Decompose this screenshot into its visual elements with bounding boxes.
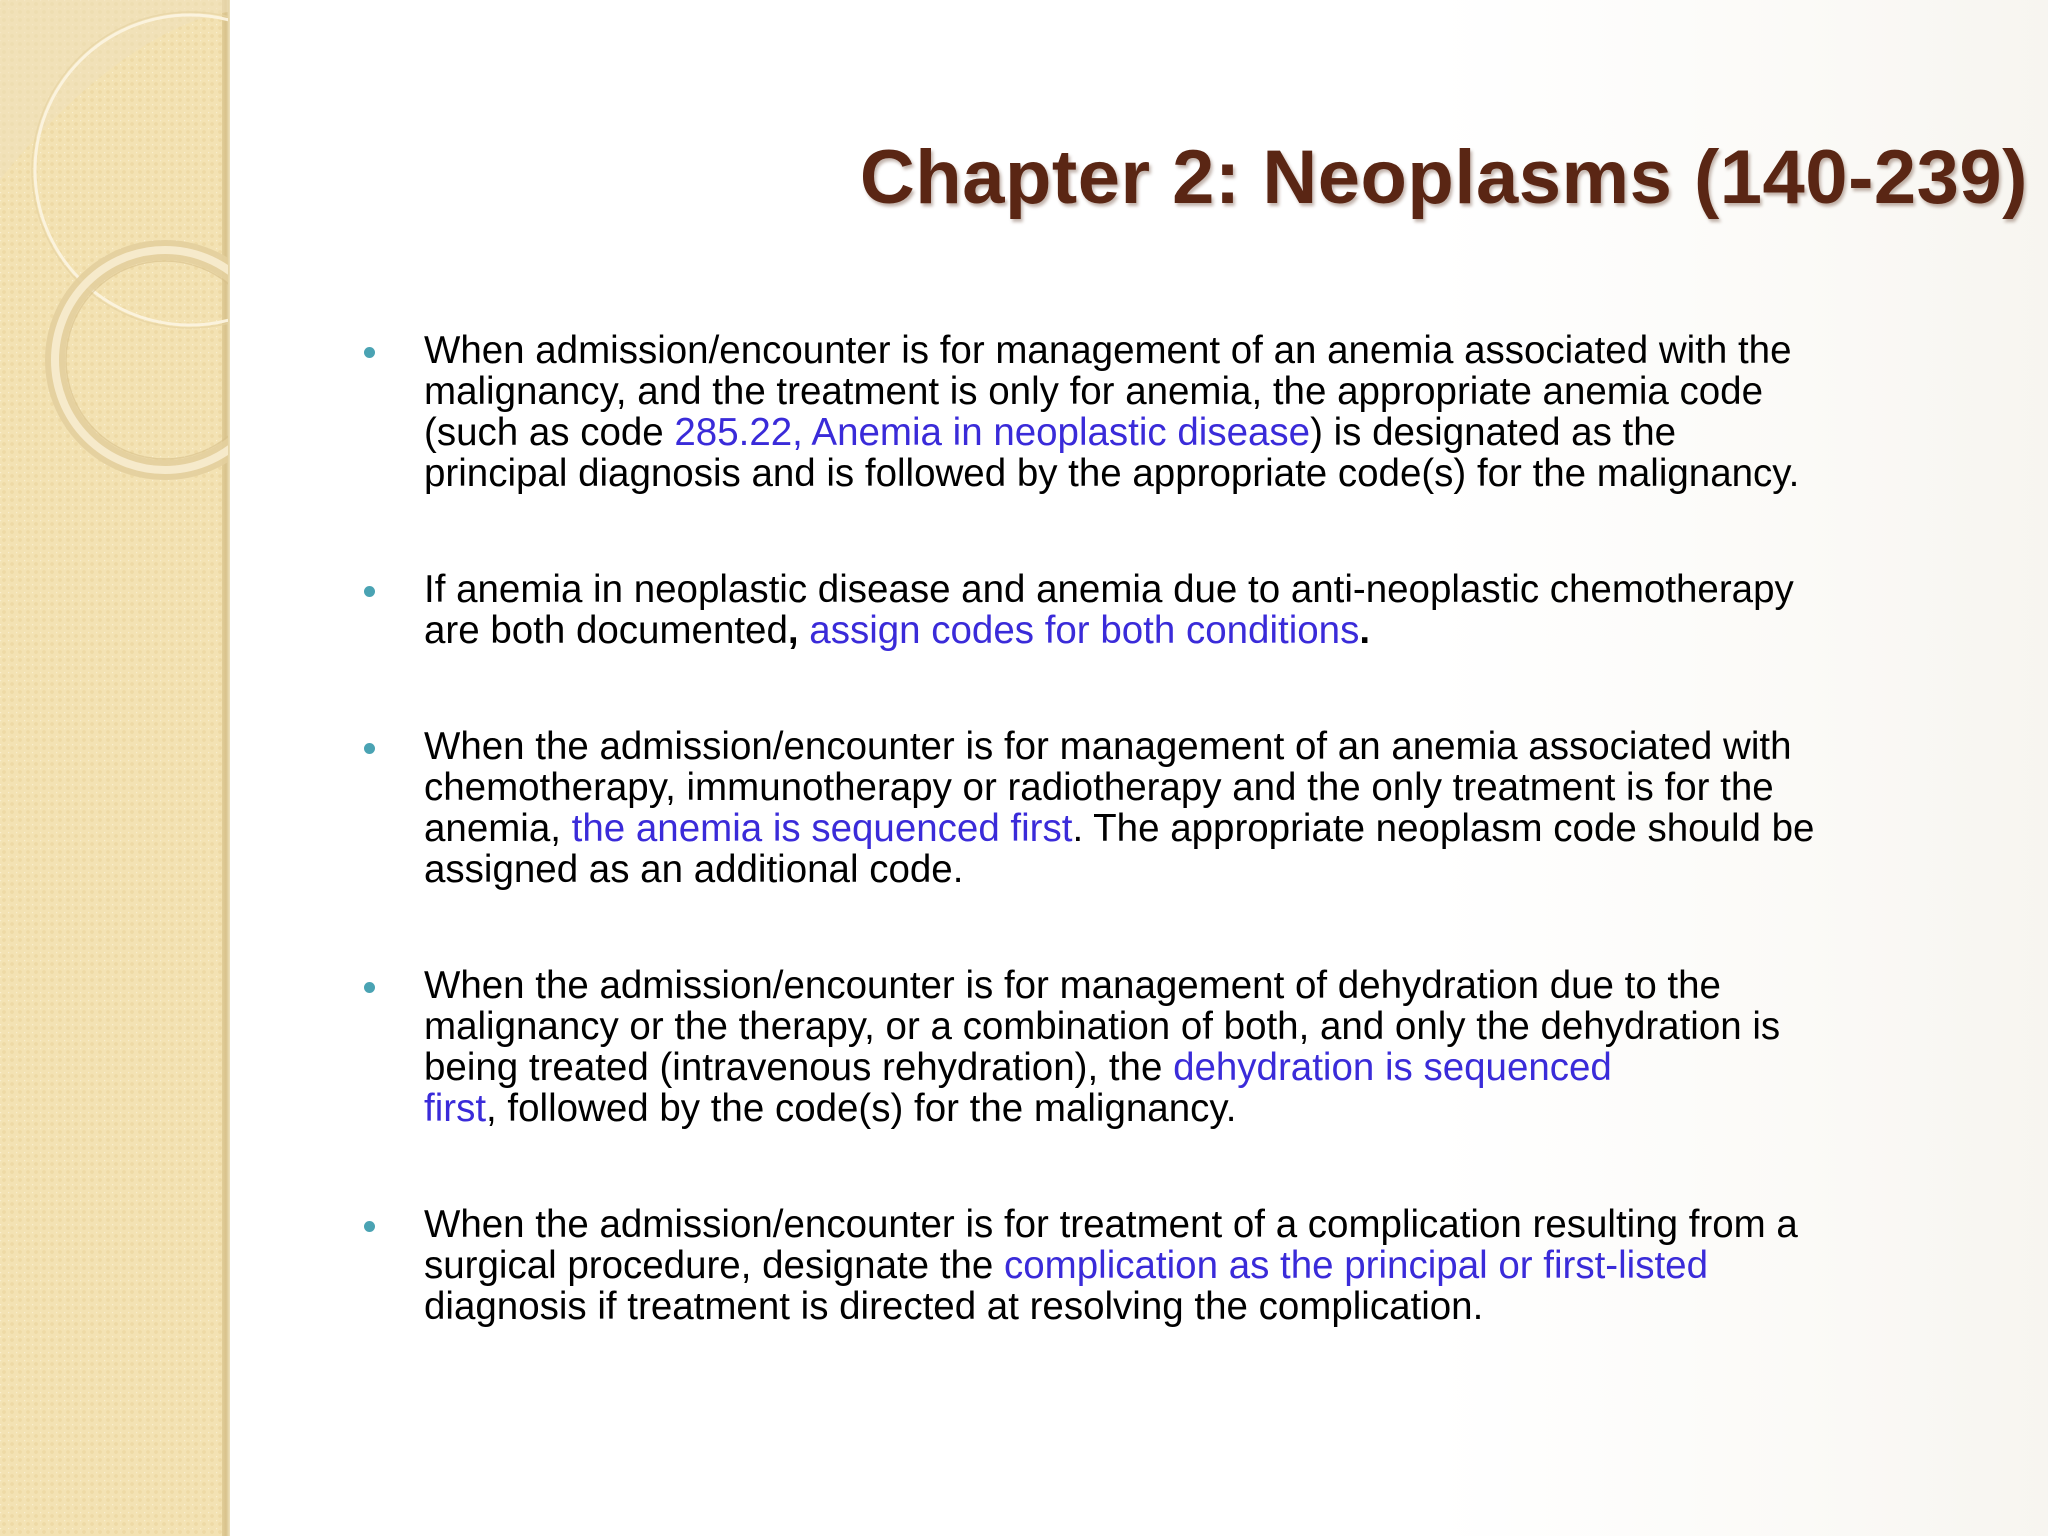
text-line: . The appropriate neoplasm code should be: [1072, 807, 1815, 850]
bullet-text: [424, 330, 1984, 494]
text-line: being treated (intravenous rehydration), the: [424, 1046, 1174, 1089]
bullet-dot-icon: [364, 586, 375, 597]
highlighted-text: first: [424, 1087, 487, 1130]
bullet-text: [424, 726, 1984, 890]
decorative-rings: [0, 0, 228, 520]
highlighted-text: complication as the principal or first-listed: [1004, 1244, 1708, 1287]
text-line: malignancy, and the treatment is only for anemia, the appropriate anemia code: [424, 370, 1764, 413]
bullet-text: [424, 569, 1984, 651]
text-line: If anemia in neoplastic disease and anemia due to anti-neoplastic chemotherapy: [424, 568, 1794, 611]
highlighted-text: the anemia is sequenced first: [571, 807, 1073, 850]
text-line: are both documented: [424, 609, 788, 652]
text-line: When the admission/encounter is for treatment of a complication resulting from a: [424, 1203, 1798, 1246]
bullet-item: [424, 726, 1984, 890]
text-line: When the admission/encounter is for management of an anemia associated with: [424, 725, 1792, 768]
text-line: assigned as an additional code.: [424, 848, 964, 891]
text-line: malignancy or the therapy, or a combination of both, and only the dehydration is: [424, 1005, 1781, 1048]
text-line: (such as code: [424, 411, 675, 454]
bold-comma: ,: [787, 609, 799, 652]
text-line: chemotherapy, immunotherapy or radiotherapy and the only treatment is for the: [424, 766, 1774, 809]
bullet-item: [424, 330, 1984, 494]
bullet-dot-icon: [364, 982, 375, 993]
bullet-item: [424, 569, 1984, 651]
text-line: , followed by the code(s) for the malignancy.: [486, 1087, 1237, 1130]
text-line: diagnosis if treatment is directed at resolving the complication.: [424, 1285, 1484, 1328]
bullet-item: [424, 965, 1984, 1129]
highlighted-text: 285.22, Anemia in neoplastic disease: [674, 411, 1311, 454]
text-space: [799, 609, 810, 652]
highlighted-text: assign codes for both conditions: [809, 609, 1360, 652]
bullet-text: [424, 1204, 1984, 1327]
text-line: When the admission/encounter is for management of dehydration due to the: [424, 964, 1721, 1007]
text-line: anemia,: [424, 807, 572, 850]
bullet-dot-icon: [364, 1221, 375, 1232]
bullet-dot-icon: [364, 743, 375, 754]
text-line: ) is designated as the: [1310, 411, 1677, 454]
text-line: When admission/encounter is for management of an anemia associated with the: [424, 329, 1792, 372]
bullet-text: [424, 965, 1984, 1129]
bullet-item: [424, 1204, 1984, 1327]
slide-title: Chapter 2: Neoplasms (140-239): [859, 135, 2028, 220]
bullet-dot-icon: [364, 347, 375, 358]
text-line: principal diagnosis and is followed by the appropriate code(s) for the malignancy.: [424, 452, 1800, 495]
bold-period: .: [1359, 609, 1371, 652]
highlighted-text: dehydration is sequenced: [1173, 1046, 1612, 1089]
text-line: surgical procedure, designate the: [424, 1244, 1005, 1287]
bullet-list: [424, 330, 1984, 1402]
